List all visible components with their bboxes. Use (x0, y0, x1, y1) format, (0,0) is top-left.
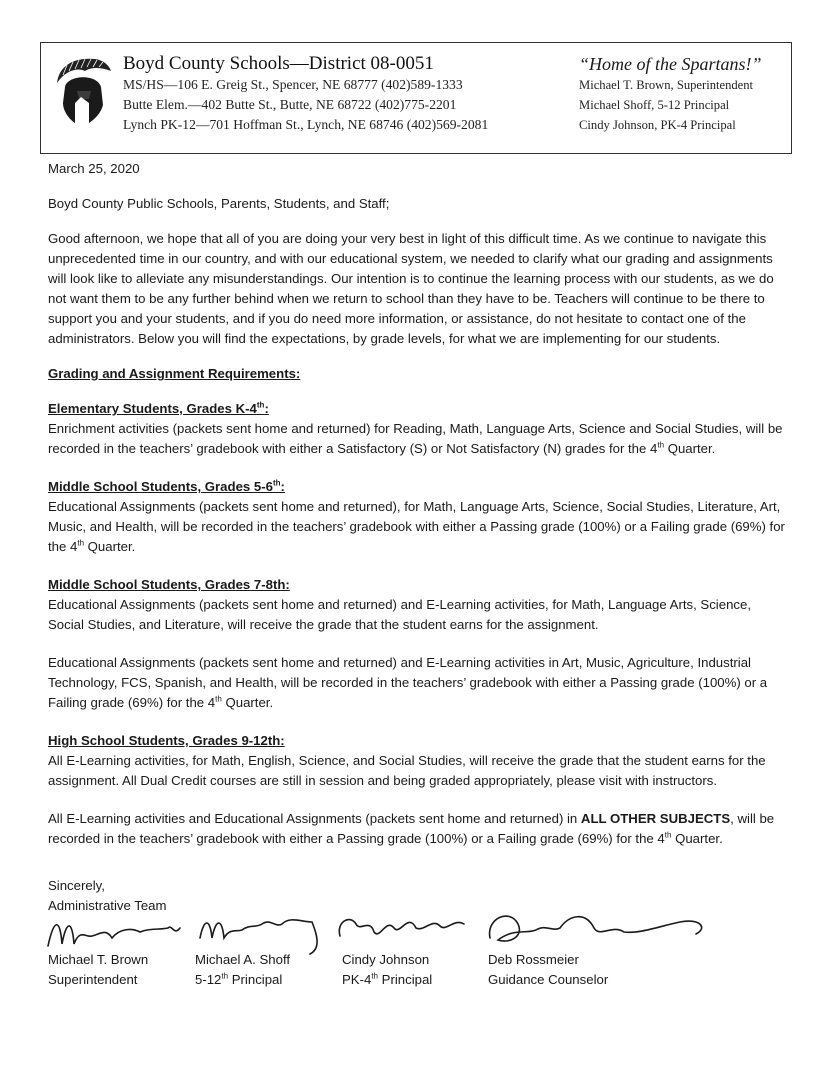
signatory-name: Michael A. Shoff (195, 952, 291, 967)
middle-56-heading: Middle School Students, Grades 5-6th: (48, 478, 285, 494)
letterhead-addresses (123, 53, 488, 135)
letterhead (40, 42, 792, 154)
signatory-title: PK-4th Principal (342, 971, 433, 987)
motto: “Home of the Spartans!” (579, 54, 762, 74)
high-school-heading: High School Students, Grades 9-12th: (48, 733, 285, 748)
signatory-brown (48, 950, 148, 990)
signatory-johnson (342, 950, 432, 990)
middle-78-heading: Middle School Students, Grades 7-8th: (48, 577, 290, 592)
middle-56-text: Educational Assignments (packets sent home and returned), for Math, Language Arts, Science, Social Studies, Literature, Art, Music, and Health, will be recorded in the teachers’ gradebook with either a Passing grade (100%) or a Failing grade (69%) for the 4th Quarter. (48, 499, 785, 554)
signatory-title: Guidance Counselor (488, 972, 609, 987)
letter-date: March 25, 2020 (48, 161, 140, 176)
signatory-rossmeier (488, 950, 608, 990)
letter-body (48, 156, 788, 849)
elementary-text: Enrichment activities (packets sent home and returned) for Reading, Math, Language Arts, Science and Social Studies, will be recorded in the teachers’ gradebook with either a Satisfactory (S) or Not Satisfactory (N) grades for the 4th Quarter. (48, 421, 783, 456)
elementary-heading: Elementary Students, Grades K-4th: (48, 400, 269, 416)
middle-78-text-other: Educational Assignments (packets sent home and returned) and E-Learning activities in Art, Music, Agriculture, Industrial Technology, FCS, Spanish, and Health, will be recorded in the teachers’ gradebook with either a Passing grade (100%) or a Failing grade (69%) for the 4th Quarter. (48, 655, 768, 710)
handwritten-signatures (40, 888, 740, 958)
signatory-name: Deb Rossmeier (488, 952, 579, 967)
letterhead-staff (579, 53, 762, 135)
team-label: Administrative Team (48, 898, 167, 913)
signatory-title: 5-12th Principal (195, 971, 283, 987)
address-line: Butte Elem.—402 Butte St., Butte, NE 68722 (402)775-2201 (123, 97, 457, 112)
salutation: Boyd County Public Schools, Parents, Students, and Staff; (48, 196, 390, 211)
signatory-shoff (195, 950, 290, 990)
address-line: Lynch PK-12—701 Hoffman St., Lynch, NE 68746 (402)569-2081 (123, 117, 489, 132)
district-name: Boyd County Schools—District 08-0051 (123, 53, 434, 74)
spartan-helmet-logo (51, 53, 113, 127)
closing: Sincerely, (48, 878, 105, 893)
staff-line: Michael T. Brown, Superintendent (579, 78, 754, 92)
middle-78-text-core: Educational Assignments (packets sent home and returned) and E-Learning activities, for Math, Language Arts, Science, Social Studies, and Literature, will receive the grade that the student earns for the assignment. (48, 597, 751, 632)
staff-line: Cindy Johnson, PK-4 Principal (579, 118, 736, 132)
staff-line: Michael Shoff, 5-12 Principal (579, 98, 730, 112)
signatory-title: Superintendent (48, 972, 138, 987)
main-heading: Grading and Assignment Requirements: (48, 366, 301, 381)
signatory-name: Cindy Johnson (342, 952, 430, 967)
signatory-name: Michael T. Brown (48, 952, 149, 967)
high-school-text-core: All E-Learning activities, for Math, English, Science, and Social Studies, will receive the grade that the student earns for the assignment. All Dual Credit courses are still in session and being graded appropriately, please visit with instructors. (48, 753, 766, 788)
address-line: MS/HS—106 E. Greig St., Spencer, NE 68777 (402)589-1333 (123, 77, 463, 92)
high-school-text-other: All E-Learning activities and Educational Assignments (packets sent home and returned) in ALL OTHER SUBJECTS, will be recorded in the teachers’ gradebook with either a Passing grade (100%) or a Failing grade (69%) for the 4th Quarter. (48, 811, 775, 846)
intro-paragraph: Good afternoon, we hope that all of you are doing your very best in light of this difficult time. As we continue to navigate this unprecedented time in our country, and with our educational system, we needed to clarify what our grading and assignments will look like to alleviate any misunderstandings. Our intention is to continue the learning process with our students, as we do not want them to be any further behind when we return to school than they have to be. Teachers will continue to be there to support you and your students, and if you do need more information, or assistance, do not hesitate to contact one of the administrators. Below you will find the expectations, by grade levels, for what we are implementing for our students. (48, 231, 774, 346)
